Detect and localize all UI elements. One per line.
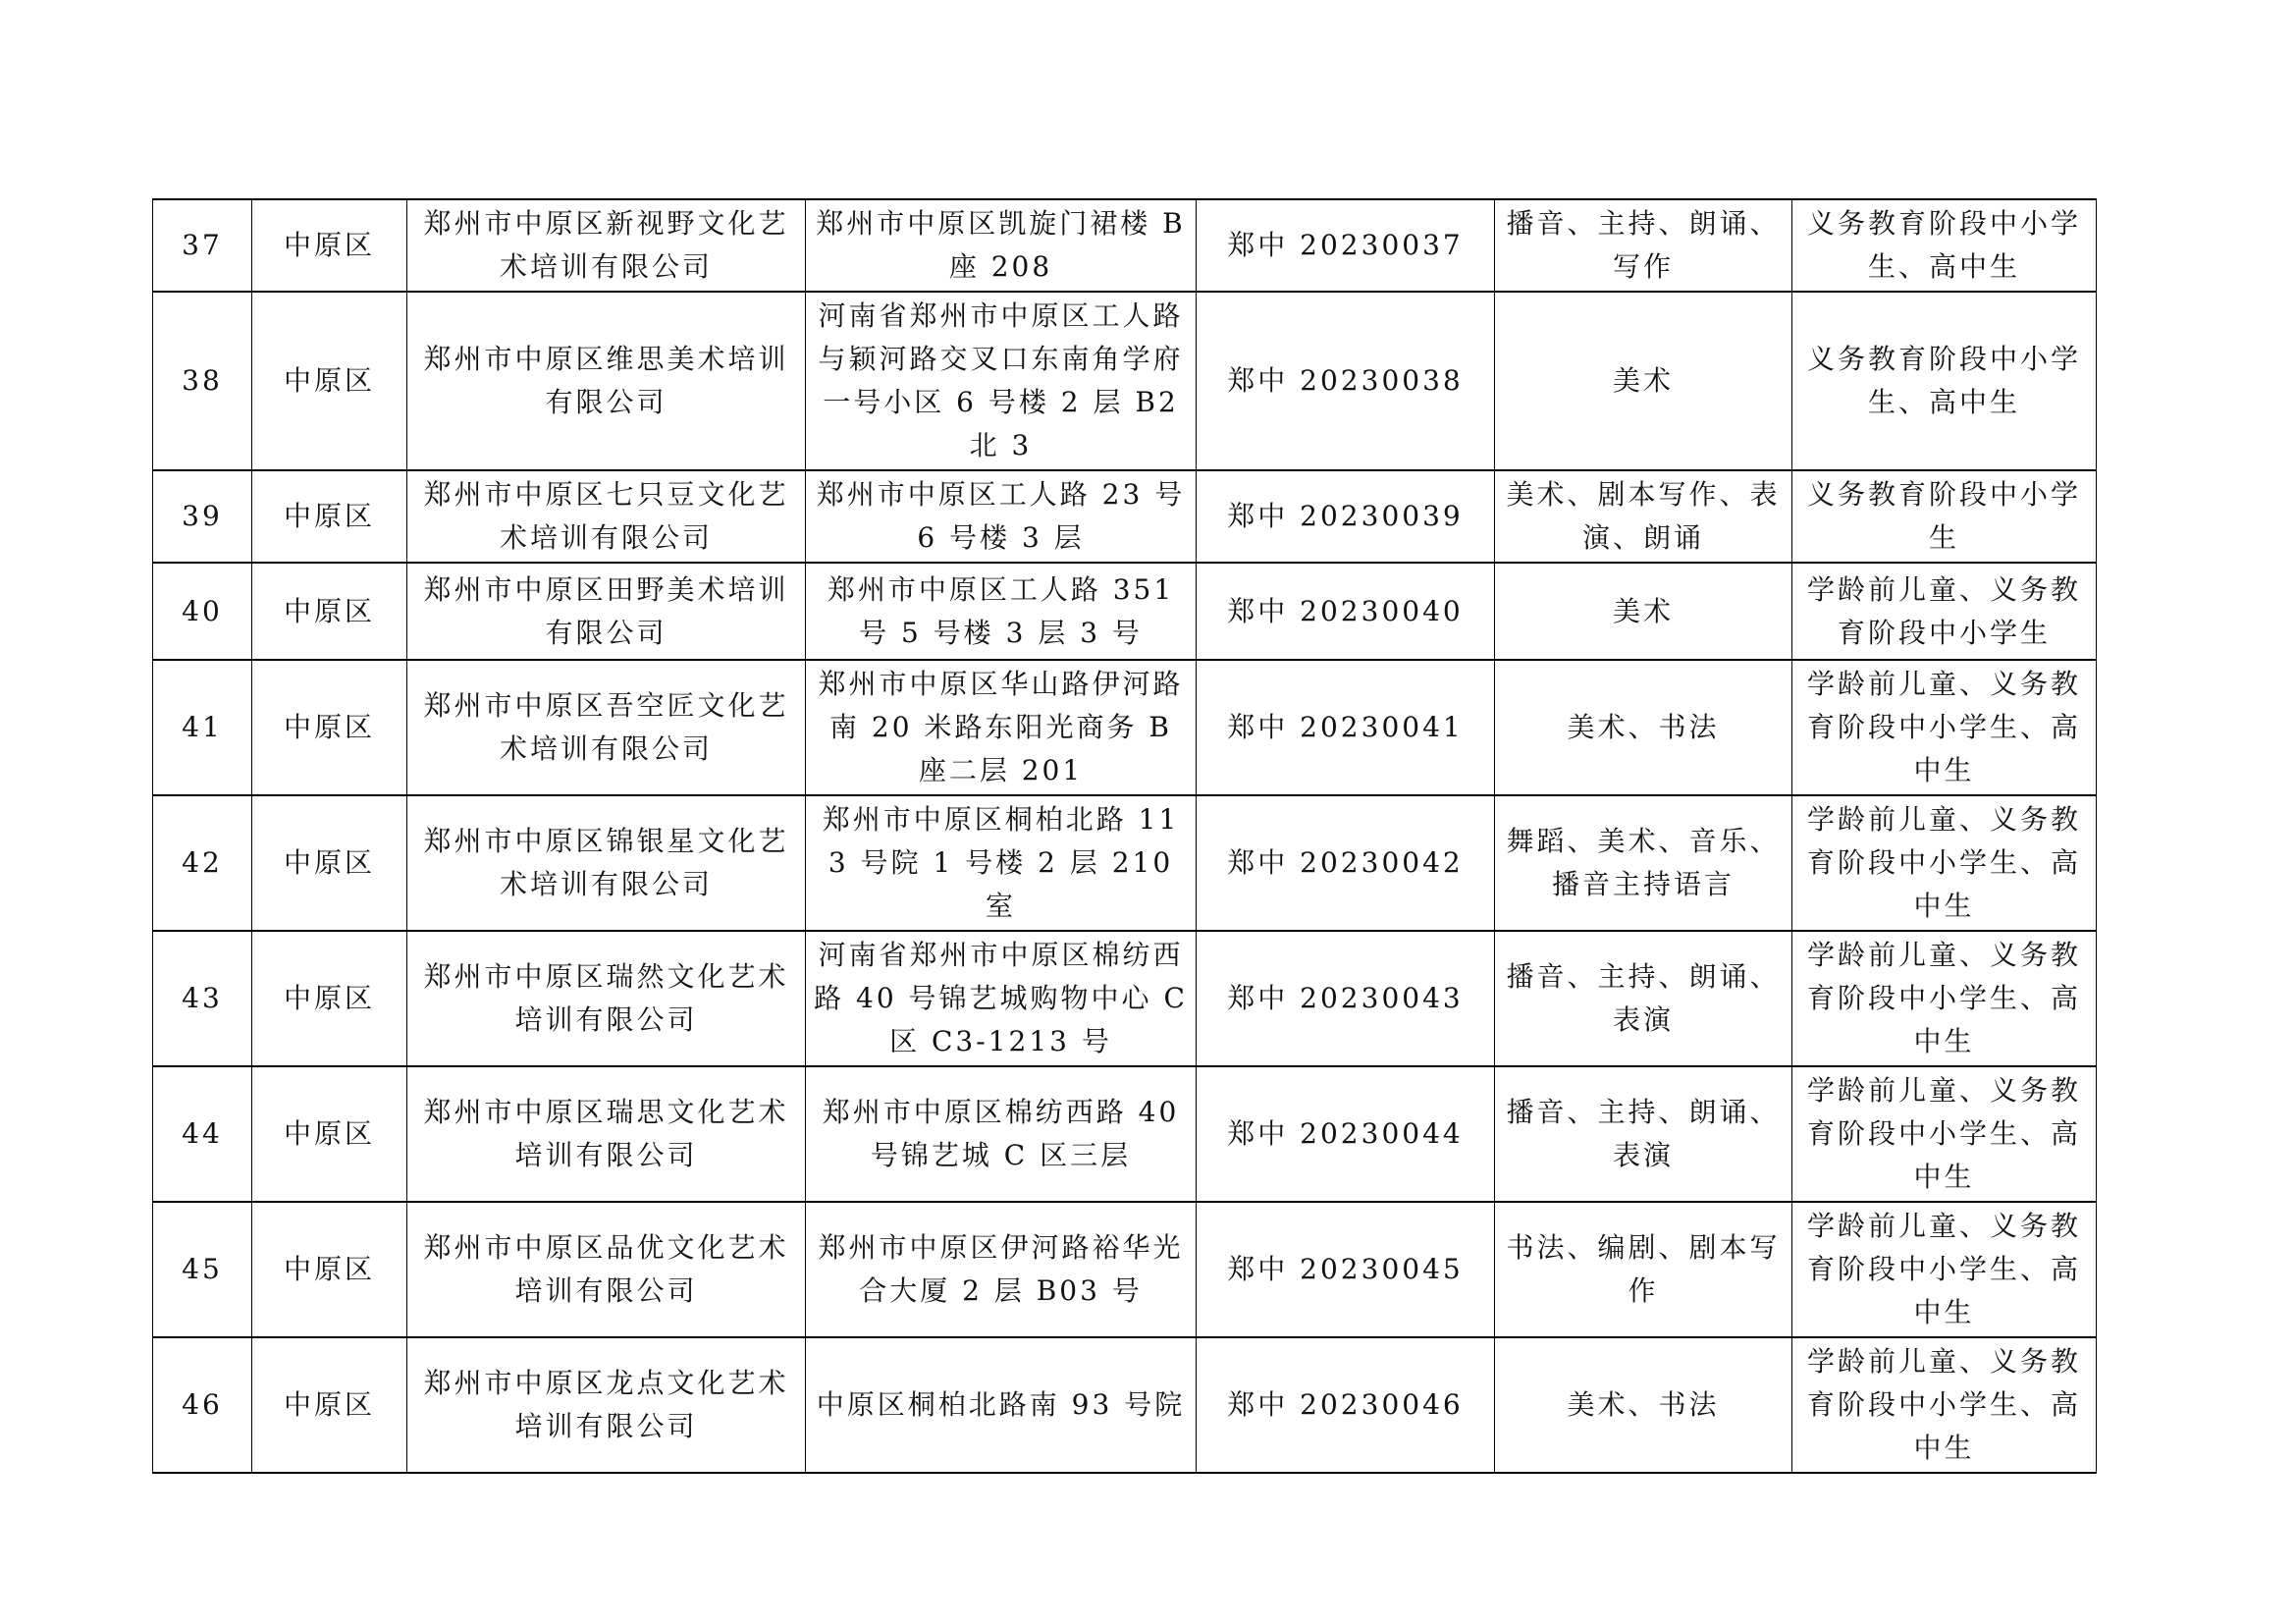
cell-seq: 37: [153, 199, 252, 292]
table-row: [153, 563, 2097, 660]
cell-seq: 38: [153, 292, 252, 470]
cell-license-number: 郑中 20230040: [1197, 563, 1495, 660]
cell-categories: 播音、主持、朗诵、写作: [1495, 199, 1792, 292]
cell-students: 学龄前儿童、义务教育阶段中小学生、高中生: [1792, 1066, 2097, 1202]
cell-license-number: 郑中 20230044: [1197, 1066, 1495, 1202]
table-row: [153, 470, 2097, 563]
cell-students: 学龄前儿童、义务教育阶段中小学生: [1792, 563, 2097, 660]
cell-seq: 46: [153, 1337, 252, 1473]
cell-address: 河南省郑州市中原区工人路与颖河路交叉口东南角学府一号小区 6 号楼 2 层 B2 北 3: [806, 292, 1197, 470]
cell-categories: 美术、书法: [1495, 660, 1792, 795]
cell-district: 中原区: [252, 470, 407, 563]
cell-license-number: 郑中 20230037: [1197, 199, 1495, 292]
cell-students: 义务教育阶段中小学生: [1792, 470, 2097, 563]
cell-address: 河南省郑州市中原区棉纺西路 40 号锦艺城购物中心 C 区 C3-1213 号: [806, 931, 1197, 1066]
table-row: [153, 931, 2097, 1066]
cell-categories: 美术、剧本写作、表演、朗诵: [1495, 470, 1792, 563]
cell-district: 中原区: [252, 563, 407, 660]
cell-seq: 42: [153, 795, 252, 931]
training-institutions-table: [152, 198, 2097, 1474]
cell-company-name: 郑州市中原区维思美术培训有限公司: [407, 292, 806, 470]
cell-seq: 45: [153, 1202, 252, 1337]
cell-address: 郑州市中原区华山路伊河路南 20 米路东阳光商务 B 座二层 201: [806, 660, 1197, 795]
cell-categories: 舞蹈、美术、音乐、播音主持语言: [1495, 795, 1792, 931]
cell-company-name: 郑州市中原区品优文化艺术培训有限公司: [407, 1202, 806, 1337]
cell-district: 中原区: [252, 795, 407, 931]
table-row: [153, 1066, 2097, 1202]
cell-company-name: 郑州市中原区吾空匠文化艺术培训有限公司: [407, 660, 806, 795]
cell-address: 郑州市中原区凯旋门裙楼 B 座 208: [806, 199, 1197, 292]
cell-district: 中原区: [252, 660, 407, 795]
table-row: [153, 795, 2097, 931]
cell-students: 学龄前儿童、义务教育阶段中小学生、高中生: [1792, 795, 2097, 931]
cell-license-number: 郑中 20230041: [1197, 660, 1495, 795]
cell-seq: 44: [153, 1066, 252, 1202]
table-row: [153, 199, 2097, 292]
table-row: [153, 292, 2097, 470]
cell-company-name: 郑州市中原区瑞思文化艺术培训有限公司: [407, 1066, 806, 1202]
cell-company-name: 郑州市中原区锦银星文化艺术培训有限公司: [407, 795, 806, 931]
cell-license-number: 郑中 20230046: [1197, 1337, 1495, 1473]
cell-district: 中原区: [252, 1202, 407, 1337]
cell-company-name: 郑州市中原区田野美术培训有限公司: [407, 563, 806, 660]
cell-district: 中原区: [252, 931, 407, 1066]
cell-license-number: 郑中 20230042: [1197, 795, 1495, 931]
cell-address: 中原区桐柏北路南 93 号院: [806, 1337, 1197, 1473]
cell-district: 中原区: [252, 292, 407, 470]
cell-address: 郑州市中原区工人路 23 号 6 号楼 3 层: [806, 470, 1197, 563]
cell-categories: 书法、编剧、剧本写作: [1495, 1202, 1792, 1337]
cell-district: 中原区: [252, 199, 407, 292]
cell-students: 学龄前儿童、义务教育阶段中小学生、高中生: [1792, 1202, 2097, 1337]
cell-license-number: 郑中 20230045: [1197, 1202, 1495, 1337]
cell-company-name: 郑州市中原区瑞然文化艺术培训有限公司: [407, 931, 806, 1066]
cell-categories: 美术、书法: [1495, 1337, 1792, 1473]
cell-categories: 播音、主持、朗诵、表演: [1495, 1066, 1792, 1202]
cell-license-number: 郑中 20230038: [1197, 292, 1495, 470]
cell-categories: 播音、主持、朗诵、表演: [1495, 931, 1792, 1066]
cell-students: 义务教育阶段中小学生、高中生: [1792, 292, 2097, 470]
table-row: [153, 660, 2097, 795]
cell-address: 郑州市中原区伊河路裕华光合大厦 2 层 B03 号: [806, 1202, 1197, 1337]
cell-seq: 43: [153, 931, 252, 1066]
cell-company-name: 郑州市中原区龙点文化艺术培训有限公司: [407, 1337, 806, 1473]
cell-students: 义务教育阶段中小学生、高中生: [1792, 199, 2097, 292]
cell-seq: 40: [153, 563, 252, 660]
cell-categories: 美术: [1495, 292, 1792, 470]
cell-categories: 美术: [1495, 563, 1792, 660]
cell-students: 学龄前儿童、义务教育阶段中小学生、高中生: [1792, 660, 2097, 795]
table-body: [153, 199, 2097, 1473]
cell-license-number: 郑中 20230043: [1197, 931, 1495, 1066]
cell-license-number: 郑中 20230039: [1197, 470, 1495, 563]
cell-district: 中原区: [252, 1066, 407, 1202]
cell-address: 郑州市中原区工人路 351 号 5 号楼 3 层 3 号: [806, 563, 1197, 660]
cell-company-name: 郑州市中原区新视野文化艺术培训有限公司: [407, 199, 806, 292]
cell-seq: 39: [153, 470, 252, 563]
cell-address: 郑州市中原区桐柏北路 113 号院 1 号楼 2 层 210 室: [806, 795, 1197, 931]
cell-address: 郑州市中原区棉纺西路 40 号锦艺城 C 区三层: [806, 1066, 1197, 1202]
cell-seq: 41: [153, 660, 252, 795]
cell-students: 学龄前儿童、义务教育阶段中小学生、高中生: [1792, 931, 2097, 1066]
table-row: [153, 1202, 2097, 1337]
table-row: [153, 1337, 2097, 1473]
cell-company-name: 郑州市中原区七只豆文化艺术培训有限公司: [407, 470, 806, 563]
cell-district: 中原区: [252, 1337, 407, 1473]
cell-students: 学龄前儿童、义务教育阶段中小学生、高中生: [1792, 1337, 2097, 1473]
